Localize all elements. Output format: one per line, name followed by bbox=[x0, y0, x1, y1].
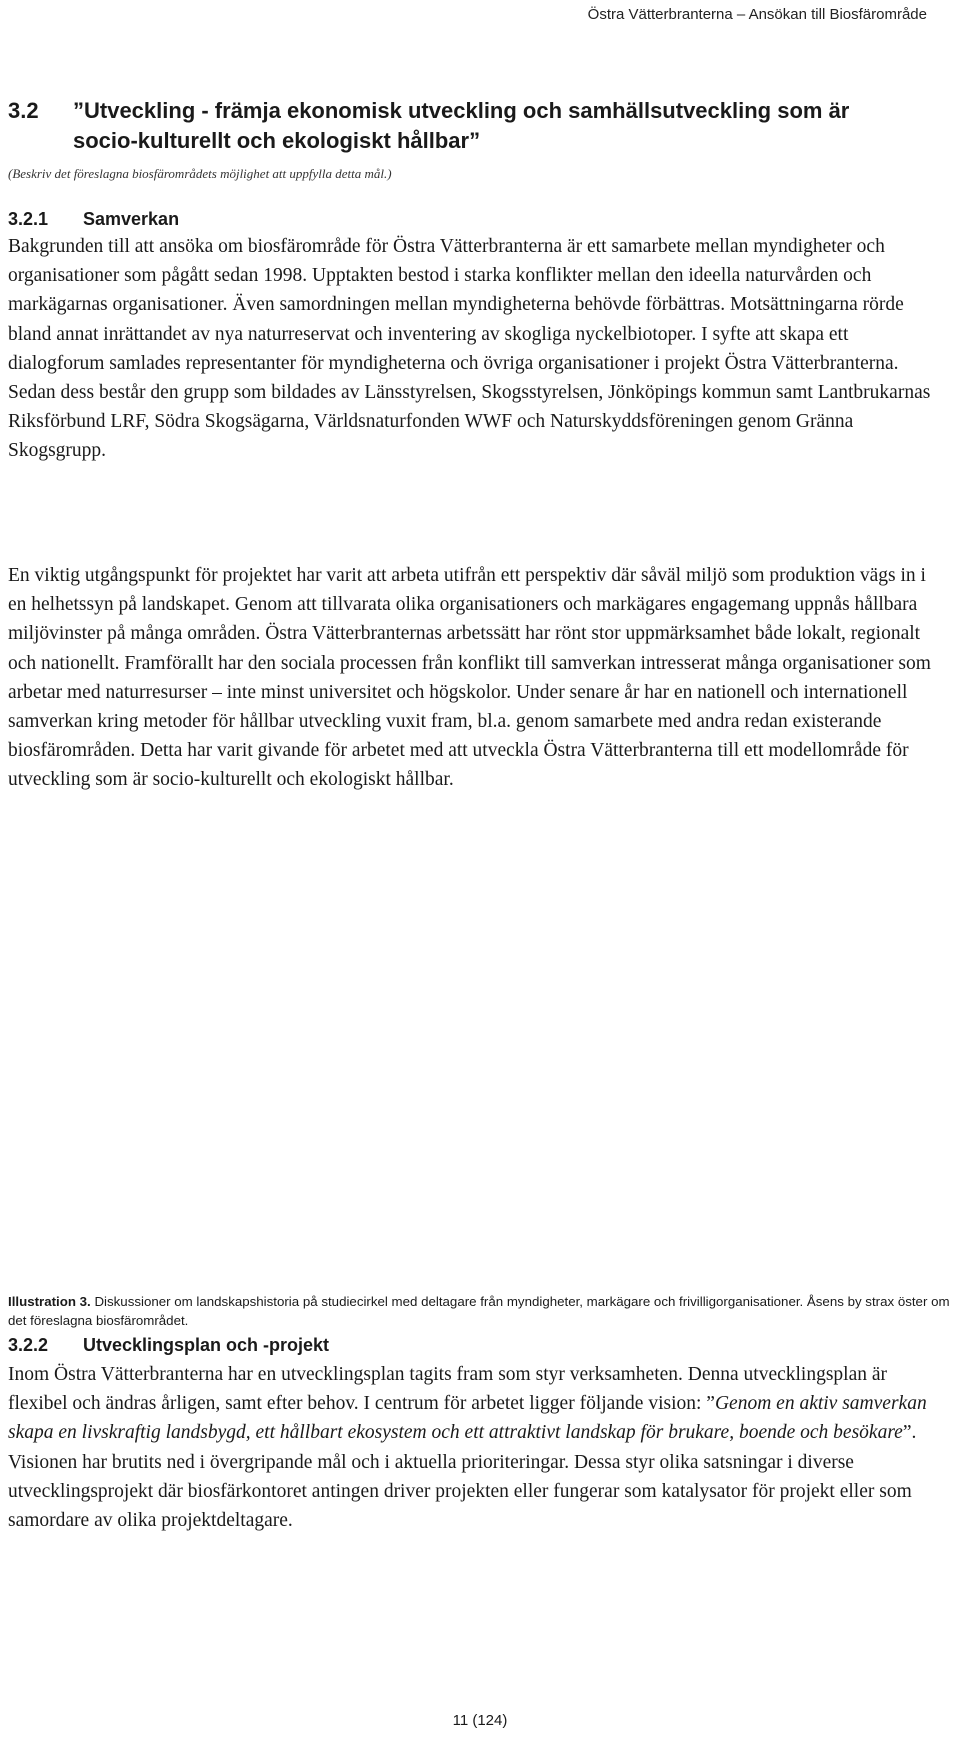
illustration-caption bbox=[8, 1292, 958, 1330]
section-number: 3.2 bbox=[8, 98, 39, 123]
subsection-number: 3.2.1 bbox=[8, 209, 49, 229]
section-title: ”Utveckling - främja ekonomisk utveckling och samhällsutveckling som är socio-kulturellt och ekologiskt hållbar” bbox=[73, 98, 850, 153]
section-instruction-note: (Beskriv det föreslagna biosfärområdets möjlighet att uppfylla detta mål.) bbox=[8, 166, 392, 181]
paragraph-background: Bakgrunden till att ansöka om biosfärområde för Östra Vätterbranterna är ett samarbete mellan myndigheter och organisationer som pågått sedan 1998. Upptakten bestod i starka konflikter mellan den ideella naturvården och markägarnas organisationer. Även samordningen mellan myndigheterna behövde förbättras. Motsättningarna rörde bland annat inrättandet av nya naturreservat och inventering av skogliga nyckelbiotoper. I syfte att skapa ett dialogforum samlades representanter för myndigheterna och övriga organisationer i projekt Östra Vätterbranterna. Sedan dess består den grupp som bildades av Länsstyrelsen, Skogsstyrelsen, Jönköpings kommun samt Lantbrukarnas Riksförbund LRF, Södra Skogsägarna, Världsnaturfonden WWF och Naturskyddsföreningen genom Gränna Skogsgrupp. bbox=[8, 236, 931, 462]
subsection-heading-utvecklingsplan bbox=[8, 1335, 329, 1356]
subsection-title: Utvecklingsplan och -projekt bbox=[83, 1335, 330, 1355]
running-header: Östra Vätterbranterna – Ansökan till Biosfärområde bbox=[587, 6, 927, 23]
subsection-heading-samverkan bbox=[8, 209, 179, 230]
vision-quote: Genom en aktiv samverkan skapa en livskraftig landsbygd, ett hållbart ekosystem och ett attraktivt landskap för brukare, boende och besökare bbox=[8, 1393, 927, 1444]
caption-text: Diskussioner om landskapshistoria på studiecirkel med deltagare från myndigheter, markägare och frivilligorganisationer. Åsens by strax öster om det föreslagna biosfärområdet. bbox=[8, 1294, 950, 1328]
paragraph-text: Inom Östra Vätterbranterna har en utvecklingsplan tagits fram som styr verksamheten. Denna utvecklingsplan är flexibel och ändras årligen, samt efter behov. I centrum för arbetet ligger följande vision: ” bbox=[8, 1364, 888, 1415]
paragraph-starting-point: En viktig utgångspunkt för projektet har varit att arbeta utifrån ett perspektiv där såväl miljö som produktion vägs in i en helhetssyn på landskapet. Genom att tillvarata olika organisationers och markägares engagemang uppnås hållbara miljövinster på många områden. Östra Vätterbranternas arbetssätt har rönt stor uppmärksamhet både lokalt, regionalt och nationellt. Framförallt har den sociala processen från konflikt till samverkan intresserat många organisationer som arbetar med naturresurser – inte minst universitet och högskolor. Under senare år har en nationell och internationell samverkan kring metoder för hållbar utveckling vuxit fram, bl.a. genom samarbete med andra redan existerande biosfärområden. Detta har varit givande för arbetet med att utveckla Östra Vätterbranterna till ett modellområde för utveckling som är socio-kulturellt och ekologiskt hållbar. bbox=[8, 565, 931, 791]
subsection-title: Samverkan bbox=[83, 209, 180, 229]
page-number: 11 (124) bbox=[452, 1712, 508, 1729]
subsection-number: 3.2.2 bbox=[8, 1335, 49, 1355]
section-heading bbox=[8, 96, 908, 156]
paragraph-development-plan bbox=[8, 1360, 943, 1535]
paragraph-text: ”. Visionen har brutits ned i övergripande mål och i aktuella prioriteringar. Dessa styr olika satsningar i diverse utvecklingsprojekt där biosfärkontoret antingen driver projekten eller fungerar som katalysator för projekt eller som samordare av olika projektdeltagare. bbox=[8, 1422, 917, 1532]
caption-label: Illustration 3. bbox=[8, 1294, 91, 1309]
